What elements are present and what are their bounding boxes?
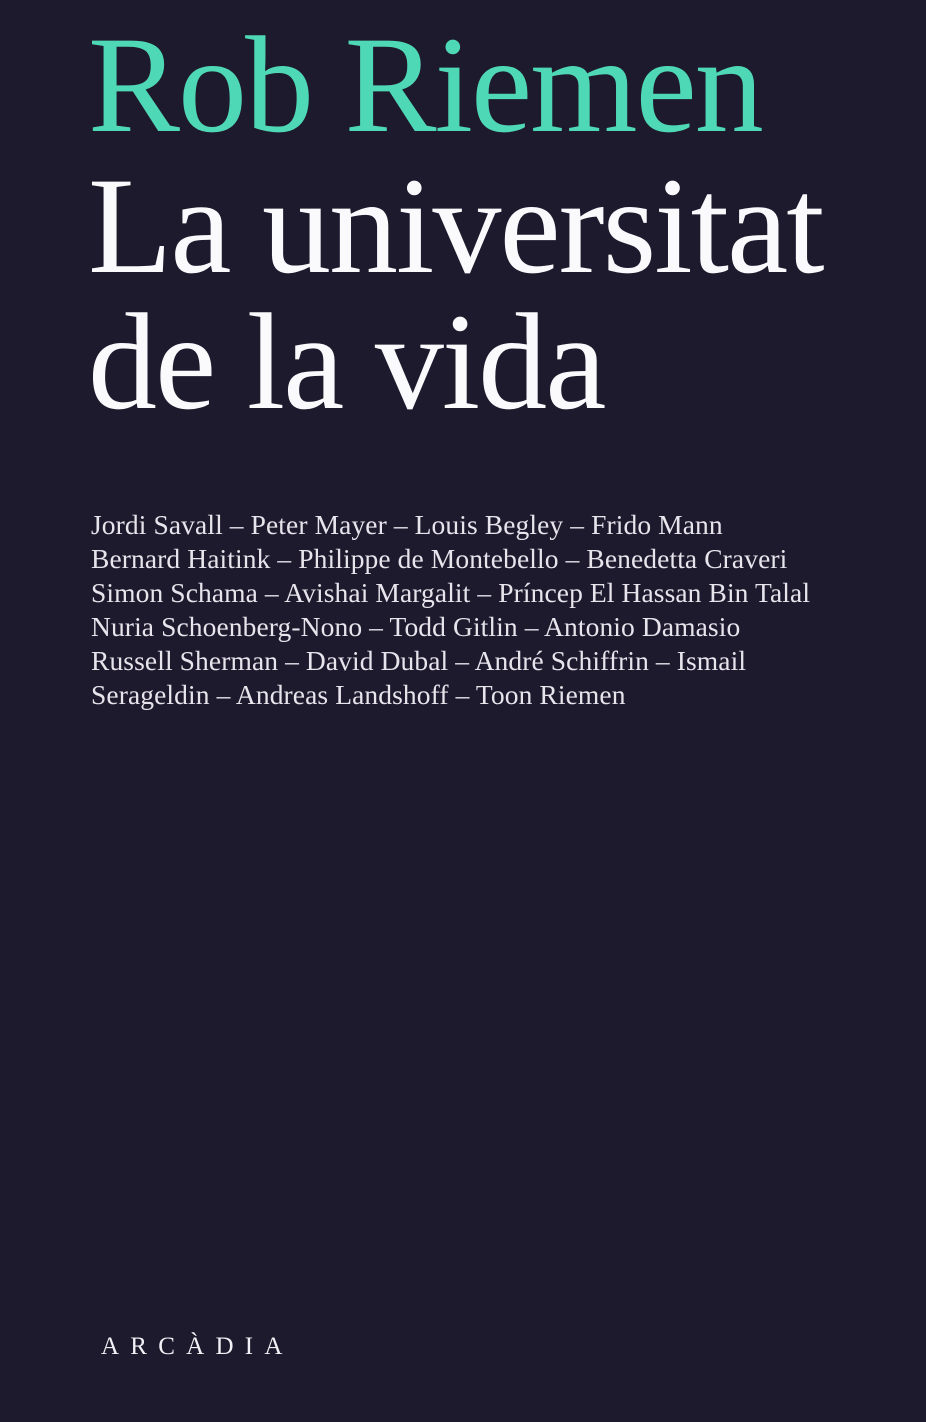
title-line-2: de la vida [88,285,605,438]
book-title [88,149,823,438]
contributor-line-3: Simon Schama – Avishai Margalit – Príncep El Hassan Bin Talal [91,577,811,608]
author-name: Rob Riemen [88,8,762,161]
publisher-logo: ARCÀDIA [101,1333,294,1360]
contributor-line-2: Bernard Haitink – Philippe de Montebello – Benedetta Craveri [91,543,788,574]
contributor-line-4: Nuria Schoenberg-Nono – Todd Gitlin – Antonio Damasio [91,611,741,642]
contributor-line-6: Serageldin – Andreas Landshoff – Toon Riemen [91,679,626,710]
contributors-list [91,508,810,712]
title-line-1: La universitat [88,149,823,302]
contributor-line-1: Jordi Savall – Peter Mayer – Louis Begley – Frido Mann [91,509,723,540]
contributor-line-5: Russell Sherman – David Dubal – André Schiffrin – Ismail [91,645,747,676]
